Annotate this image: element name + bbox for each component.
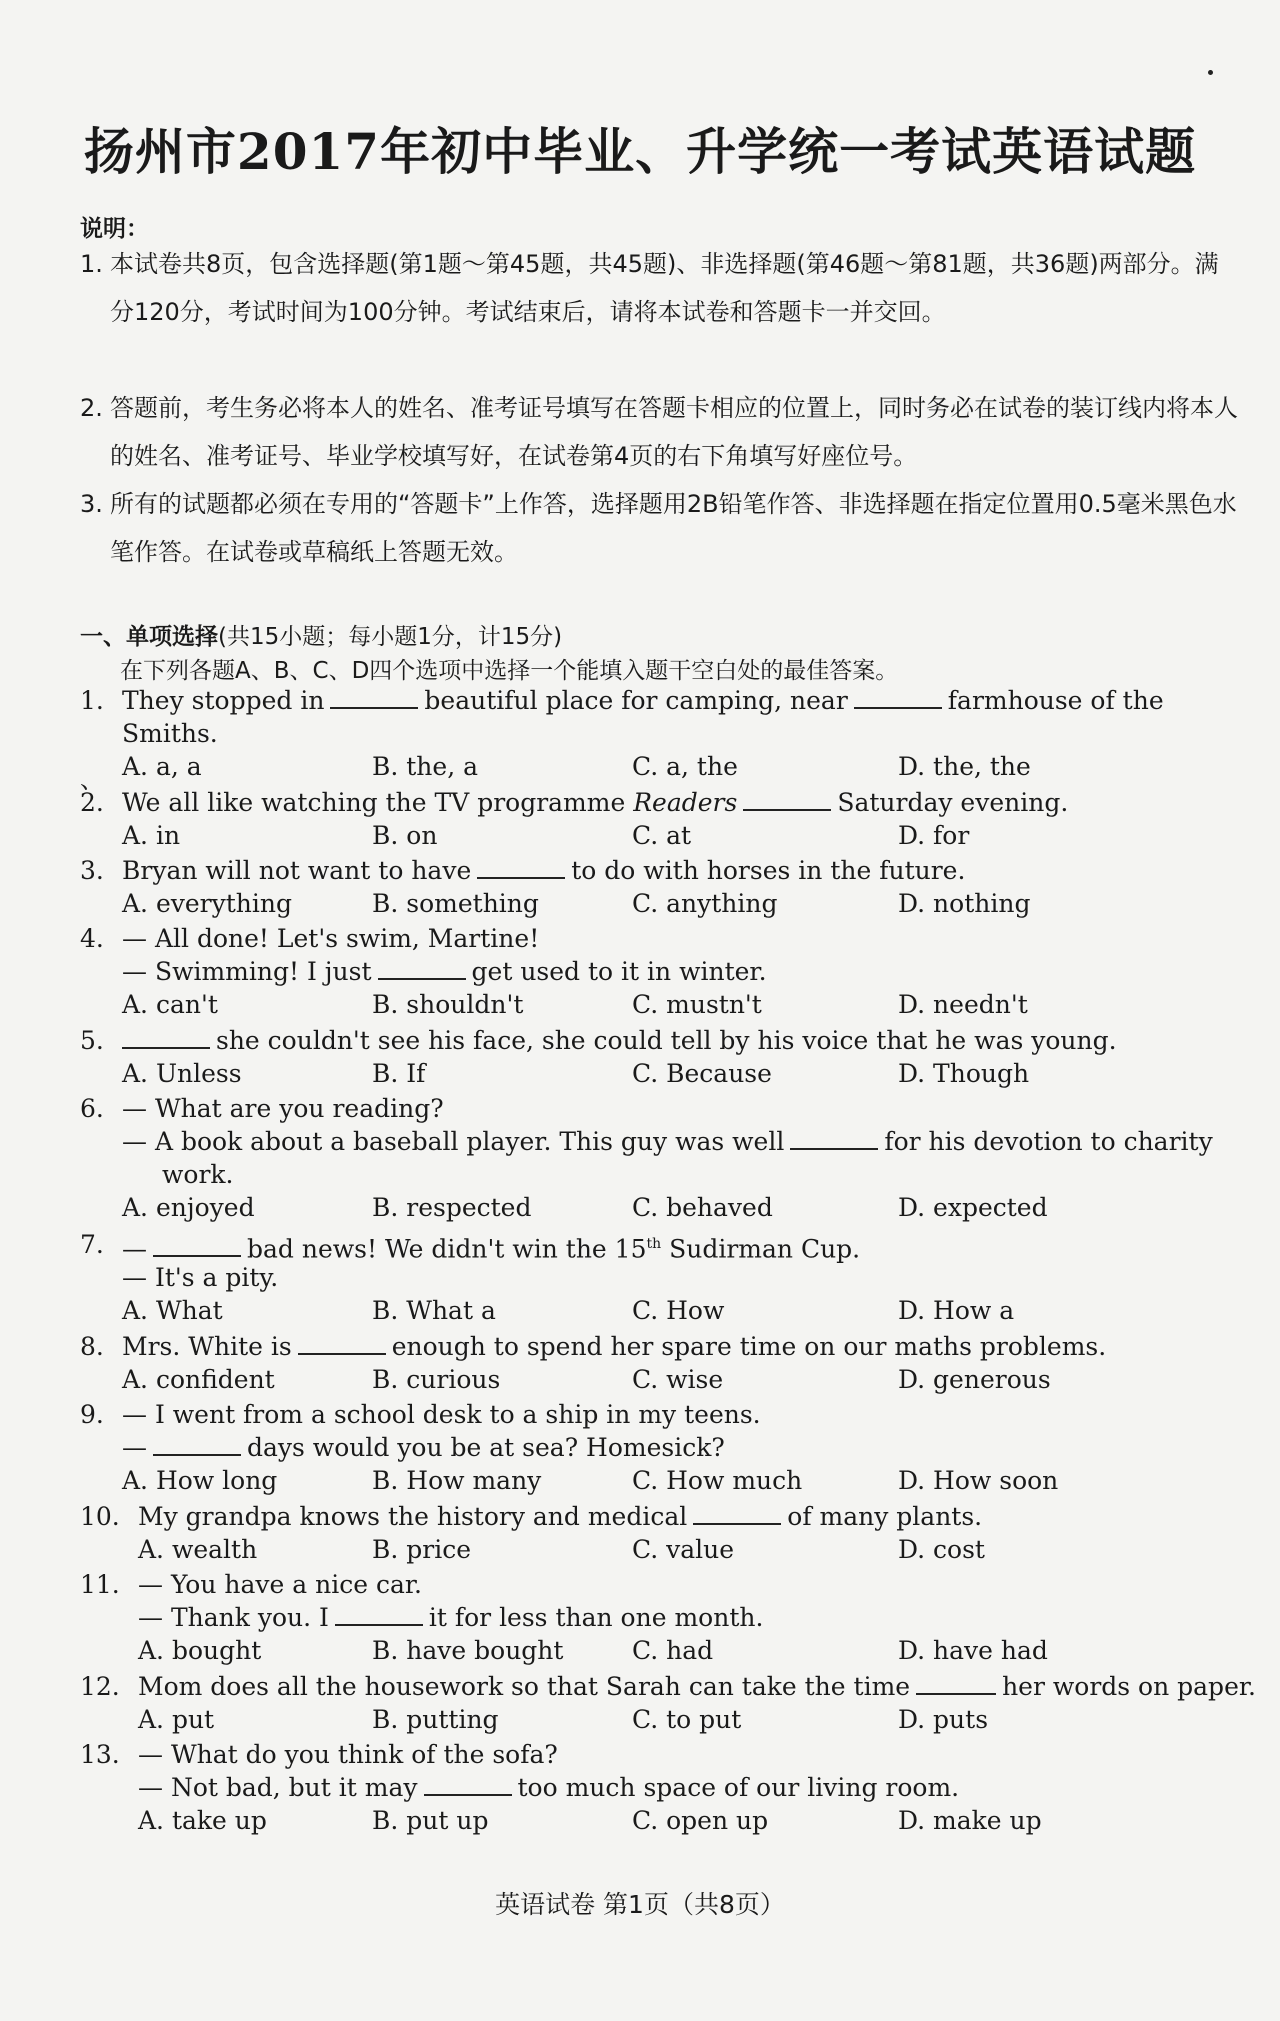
stray-mark: 、 — [80, 766, 104, 794]
option-d: D. Though — [898, 1059, 1030, 1088]
question-9 — [80, 1398, 1240, 1497]
option-d: D. needn't — [898, 990, 1028, 1019]
option-a: A. Unless — [122, 1059, 242, 1088]
option-a: A. wealth — [138, 1535, 258, 1564]
question-13 — [80, 1738, 1240, 1837]
options-row — [80, 1804, 1240, 1837]
option-a: A. How long — [122, 1466, 278, 1495]
option-d: D. make up — [898, 1806, 1042, 1835]
note-number: 2. — [80, 394, 103, 422]
question-number: 2. — [80, 788, 104, 817]
question-text: My grandpa knows the history and medical of many plants. — [138, 1502, 983, 1531]
answer-blank — [298, 1331, 386, 1355]
question-text-cont: — Thank you. I it for less than one month. — [138, 1603, 764, 1632]
question-text: We all like watching the TV programme Readers Saturday evening. — [122, 788, 1069, 817]
option-d: D. for — [898, 821, 970, 850]
option-a: A. put — [138, 1705, 215, 1734]
question-text-cont: Smiths. — [122, 719, 218, 748]
option-a: A. What — [122, 1296, 223, 1325]
question-number: 13. — [80, 1740, 120, 1769]
option-a: A. confident — [122, 1365, 275, 1394]
option-b: B. putting — [372, 1705, 499, 1734]
option-b: B. the, a — [372, 752, 479, 781]
option-b: B. price — [372, 1535, 472, 1564]
note-number: 1. — [80, 250, 103, 278]
question-text-cont: — A book about a baseball player. This guy was well for his devotion to charity — [122, 1127, 1213, 1156]
option-b: B. What a — [372, 1296, 496, 1325]
question-7 — [80, 1228, 1240, 1327]
question-text: — I went from a school desk to a ship in my teens. — [122, 1400, 761, 1429]
question-number: 6. — [80, 1094, 104, 1123]
answer-blank — [330, 685, 418, 709]
question-number: 7. — [80, 1230, 104, 1259]
option-b: B. curious — [372, 1365, 501, 1394]
answer-blank — [122, 1025, 210, 1049]
answer-blank — [153, 1233, 241, 1257]
answer-blank — [790, 1126, 878, 1150]
option-d: D. nothing — [898, 889, 1031, 918]
option-b: B. have bought — [372, 1636, 564, 1665]
note-text: 所有的试题都必须在专用的“答题卡”上作答，选择题用2B铅笔作答、非选择题在指定位置用0.5毫米黑色水笔作答。在试卷或草稿纸上答题无效。 — [110, 490, 1237, 566]
option-a: A. enjoyed — [122, 1193, 255, 1222]
question-text-cont: work. — [162, 1160, 234, 1189]
options-row — [80, 988, 1240, 1021]
option-d: D. How soon — [898, 1466, 1059, 1495]
option-b: B. shouldn't — [372, 990, 524, 1019]
question-3 — [80, 854, 1240, 920]
option-c: C. had — [632, 1636, 714, 1665]
option-a: A. take up — [138, 1806, 267, 1835]
section-title-main: 一、单项选择 — [80, 624, 218, 650]
section-title-detail: (共15小题；每小题1分，计15分) — [218, 624, 563, 650]
option-c: C. Because — [632, 1059, 772, 1088]
options-row — [80, 1533, 1240, 1566]
option-c: C. to put — [632, 1705, 742, 1734]
notes-heading: 说明： — [80, 216, 149, 242]
option-a: A. bought — [138, 1636, 262, 1665]
question-text: Bryan will not want to have to do with horses in the future. — [122, 856, 966, 885]
answer-blank — [854, 685, 942, 709]
option-b: B. something — [372, 889, 539, 918]
programme-name: Readers — [633, 788, 738, 817]
question-2 — [80, 786, 1240, 852]
question-text: They stopped in beautiful place for camping, near farmhouse of the — [122, 686, 1164, 715]
question-number: 9. — [80, 1400, 104, 1429]
question-11 — [80, 1568, 1240, 1667]
options-row — [80, 1464, 1240, 1497]
question-10 — [80, 1500, 1240, 1566]
question-1 — [80, 684, 1240, 783]
option-c: C. behaved — [632, 1193, 773, 1222]
answer-blank — [335, 1602, 423, 1626]
option-c: C. open up — [632, 1806, 769, 1835]
question-8 — [80, 1330, 1240, 1396]
option-c: C. a, the — [632, 752, 738, 781]
question-text: she couldn't see his face, she could tell by his voice that he was young. — [122, 1024, 1117, 1057]
exam-title: 扬州市2017年初中毕业、升学统一考试英语试题 — [83, 122, 1197, 181]
question-text: — What are you reading? — [122, 1094, 444, 1123]
options-row — [80, 1191, 1240, 1224]
option-b: B. respected — [372, 1193, 532, 1222]
option-c: C. anything — [632, 889, 778, 918]
options-row — [80, 819, 1240, 852]
option-c: C. How — [632, 1296, 725, 1325]
answer-blank — [743, 787, 831, 811]
option-d: D. have had — [898, 1636, 1048, 1665]
option-a: A. in — [122, 821, 181, 850]
option-b: B. If — [372, 1059, 426, 1088]
question-number: 8. — [80, 1332, 104, 1361]
option-c: C. mustn't — [632, 990, 762, 1019]
question-number: 12. — [80, 1672, 120, 1701]
options-row — [80, 1363, 1240, 1396]
option-b: B. put up — [372, 1806, 489, 1835]
option-b: B. on — [372, 821, 438, 850]
section-instruction: 在下列各题A、B、C、D四个选项中选择一个能填入题干空白处的最佳答案。 — [120, 658, 899, 684]
question-number: 3. — [80, 856, 104, 885]
option-c: C. wise — [632, 1365, 724, 1394]
options-row — [80, 887, 1240, 920]
option-c: C. value — [632, 1535, 735, 1564]
question-text: Mrs. White is enough to spend her spare time on our maths problems. — [122, 1332, 1107, 1361]
option-d: D. generous — [898, 1365, 1051, 1394]
options-row — [80, 750, 1240, 783]
question-text: — You have a nice car. — [138, 1570, 422, 1599]
question-text-cont: — Not bad, but it may too much space of our living room. — [138, 1773, 960, 1802]
option-d: D. cost — [898, 1535, 985, 1564]
question-number: 11. — [80, 1570, 120, 1599]
speck-mark — [1208, 70, 1213, 75]
question-number: 10. — [80, 1502, 120, 1531]
question-5 — [80, 1024, 1240, 1090]
question-text: Mom does all the housework so that Sarah can take the time her words on paper. — [138, 1672, 1257, 1701]
question-number: 5. — [80, 1026, 104, 1055]
note-item — [80, 384, 1240, 480]
option-d: D. the, the — [898, 752, 1031, 781]
option-d: D. puts — [898, 1705, 989, 1734]
option-a: A. can't — [122, 990, 218, 1019]
answer-blank — [916, 1671, 996, 1695]
question-number: 4. — [80, 924, 104, 953]
option-d: D. How a — [898, 1296, 1015, 1325]
option-b: B. How many — [372, 1466, 542, 1495]
answer-blank — [424, 1772, 512, 1796]
note-number: 3. — [80, 490, 103, 518]
note-item — [80, 480, 1240, 576]
note-item — [80, 240, 1240, 336]
question-12 — [80, 1670, 1257, 1736]
option-d: D. expected — [898, 1193, 1048, 1222]
question-text: — bad news! We didn't win the 15th Sudirman Cup. — [122, 1234, 861, 1264]
page-footer: 英语试卷 第1页（共8页） — [495, 1890, 785, 1919]
answer-blank — [153, 1432, 241, 1456]
question-4 — [80, 922, 1240, 1021]
options-row — [80, 1057, 1240, 1090]
note-text: 本试卷共8页，包含选择题(第1题～第45题，共45题)、非选择题(第46题～第81题，共36题)两部分。满分120分，考试时间为100分钟。考试结束后，请将本试卷和答题卡一并交回。 — [110, 250, 1219, 326]
answer-blank — [693, 1501, 781, 1525]
option-a: A. everything — [122, 889, 292, 918]
question-text-cont: — Swimming! I just get used to it in winter. — [122, 957, 767, 986]
question-text: — What do you think of the sofa? — [138, 1740, 558, 1769]
options-row — [80, 1294, 1240, 1327]
option-c: C. How much — [632, 1466, 803, 1495]
options-row — [80, 1634, 1240, 1667]
note-text: 答题前，考生务必将本人的姓名、准考证号填写在答题卡相应的位置上，同时务必在试卷的装订线内将本人的姓名、准考证号、毕业学校填写好，在试卷第4页的右下角填写好座位号。 — [110, 394, 1238, 470]
question-text: — All done! Let's swim, Martine! — [122, 924, 540, 953]
option-c: C. at — [632, 821, 692, 850]
answer-blank — [378, 956, 466, 980]
question-6 — [80, 1092, 1240, 1224]
question-number: 1. — [80, 686, 104, 715]
option-a: A. a, a — [122, 752, 202, 781]
options-row — [80, 1703, 1240, 1736]
section-title — [80, 618, 562, 651]
question-text-cont: — It's a pity. — [122, 1263, 279, 1292]
question-text-cont: — days would you be at sea? Homesick? — [122, 1433, 725, 1462]
answer-blank — [477, 855, 565, 879]
